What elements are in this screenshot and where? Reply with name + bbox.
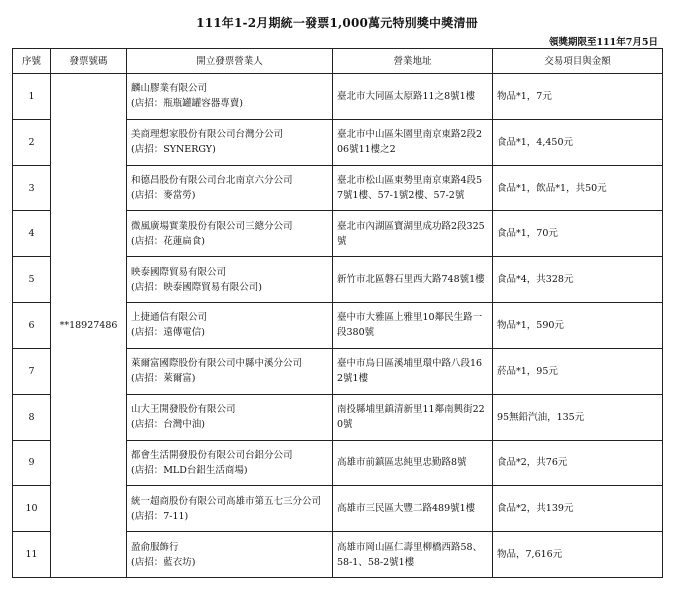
vendor-address: 臺北市松山區東勢里南京東路4段57號1樓、57-1號2樓、57-2號 (333, 165, 493, 211)
vendor-address: 臺北市中山區朱園里南京東路2段206號11樓之2 (333, 119, 493, 165)
table-row (13, 74, 663, 120)
vendor-address: 高雄市岡山區仁壽里柳橋西路58、58-1、58-2號1樓 (333, 532, 493, 578)
vendor-shop-sign: (店招：映泰國際貿易有限公司) (131, 281, 262, 293)
row-number: 2 (13, 119, 51, 165)
page-title: 111年1-2月期統一發票1,000萬元特別獎中獎清冊 (196, 16, 478, 30)
table-header-row (13, 49, 663, 74)
vendor-address: 臺北市內湖區寶湖里成功路2段325號 (333, 211, 493, 257)
row-number: 9 (13, 440, 51, 486)
transaction-item: 食品*1，4,450元 (493, 119, 663, 165)
row-number: 8 (13, 394, 51, 440)
vendor-name: 和德昌股份有限公司台北南京六分公司 (131, 175, 293, 187)
vendor-name: 統一超商股份有限公司高雄市第五七三分公司 (131, 495, 322, 507)
vendor-cell (127, 486, 333, 532)
row-number: 11 (13, 532, 51, 578)
vendor-name: 微風廣場實業股份有限公司三總分公司 (131, 220, 293, 232)
transaction-item: 物品，7,616元 (493, 532, 663, 578)
header-no: 序號 (13, 49, 51, 74)
transaction-item: 菸品*1，95元 (493, 348, 663, 394)
vendor-cell (127, 303, 333, 349)
row-number: 7 (13, 348, 51, 394)
vendor-cell (127, 394, 333, 440)
row-number: 3 (13, 165, 51, 211)
vendor-cell (127, 257, 333, 303)
vendor-address: 高雄市三民區大豐二路489號1樓 (333, 486, 493, 532)
vendor-name: 盈俞服飾行 (131, 541, 179, 553)
transaction-item: 食品*1，70元 (493, 211, 663, 257)
transaction-item: 食品*1，飲品*1，共50元 (493, 165, 663, 211)
transaction-item: 食品*2，共139元 (493, 486, 663, 532)
vendor-name: 都會生活開發股份有限公司台鋁分公司 (131, 449, 293, 461)
vendor-shop-sign: (店招：麥當勞) (131, 190, 196, 202)
transaction-item: 食品*2，共76元 (493, 440, 663, 486)
vendor-shop-sign: (店招：遠傳電信) (131, 327, 205, 339)
vendor-address: 新竹市北區磐石里西大路748號1樓 (333, 257, 493, 303)
vendor-shop-sign: (店招：萊爾富) (131, 373, 196, 385)
header-address: 營業地址 (333, 49, 493, 74)
vendor-shop-sign: (店招：SYNERGY) (131, 144, 216, 156)
vendor-name: 麟山膠業有限公司 (131, 83, 208, 95)
row-number: 4 (13, 211, 51, 257)
vendor-name: 山大王開發股份有限公司 (131, 404, 236, 416)
vendor-cell (127, 119, 333, 165)
invoice-number: **18927486 (51, 74, 127, 578)
header-item: 交易項目與金額 (493, 49, 663, 74)
vendor-name: 上捷通信有限公司 (131, 312, 208, 324)
vendor-shop-sign: (店招：瓶瓶罐罐容器專賣) (131, 98, 243, 110)
row-number: 5 (13, 257, 51, 303)
transaction-item: 食品*4，共328元 (493, 257, 663, 303)
row-number: 6 (13, 303, 51, 349)
vendor-address: 臺中市烏日區溪埔里環中路八段162號1樓 (333, 348, 493, 394)
transaction-item: 物品*1，590元 (493, 303, 663, 349)
vendor-cell (127, 440, 333, 486)
vendor-shop-sign: (店招：台灣中油) (131, 419, 205, 431)
vendor-cell (127, 165, 333, 211)
row-number: 1 (13, 74, 51, 120)
vendor-shop-sign: (店招：7-11) (131, 510, 189, 522)
vendor-shop-sign: (店招：藍衣坊) (131, 556, 196, 568)
vendor-name: 美商理想家股份有限公司台灣分公司 (131, 129, 284, 141)
vendor-address: 臺中市大雅區上雅里10鄰民生路一段380號 (333, 303, 493, 349)
vendor-address: 南投縣埔里鎮清新里11鄰南興街220號 (333, 394, 493, 440)
row-number: 10 (13, 486, 51, 532)
vendor-address: 高雄市前鎮區忠純里忠勤路8號 (333, 440, 493, 486)
header-vendor: 開立發票營業人 (127, 49, 333, 74)
vendor-shop-sign: (店招：MLD台鋁生活商場) (131, 464, 248, 476)
vendor-name: 映泰國際貿易有限公司 (131, 266, 227, 278)
vendor-cell (127, 211, 333, 257)
winners-table (12, 48, 663, 578)
vendor-cell (127, 532, 333, 578)
claim-deadline: 領獎期限至111年7月5日 (548, 37, 658, 48)
vendor-cell (127, 74, 333, 120)
vendor-shop-sign: (店招：花蓮扁食) (131, 235, 205, 247)
vendor-address: 臺北市大同區太原路11之8號1樓 (333, 74, 493, 120)
header-invoice: 發票號碼 (51, 49, 127, 74)
transaction-item: 物品*1，7元 (493, 74, 663, 120)
transaction-item: 95無鉛汽油，135元 (493, 394, 663, 440)
vendor-cell (127, 348, 333, 394)
vendor-name: 萊爾富國際股份有限公司中縣中溪分公司 (131, 358, 303, 370)
